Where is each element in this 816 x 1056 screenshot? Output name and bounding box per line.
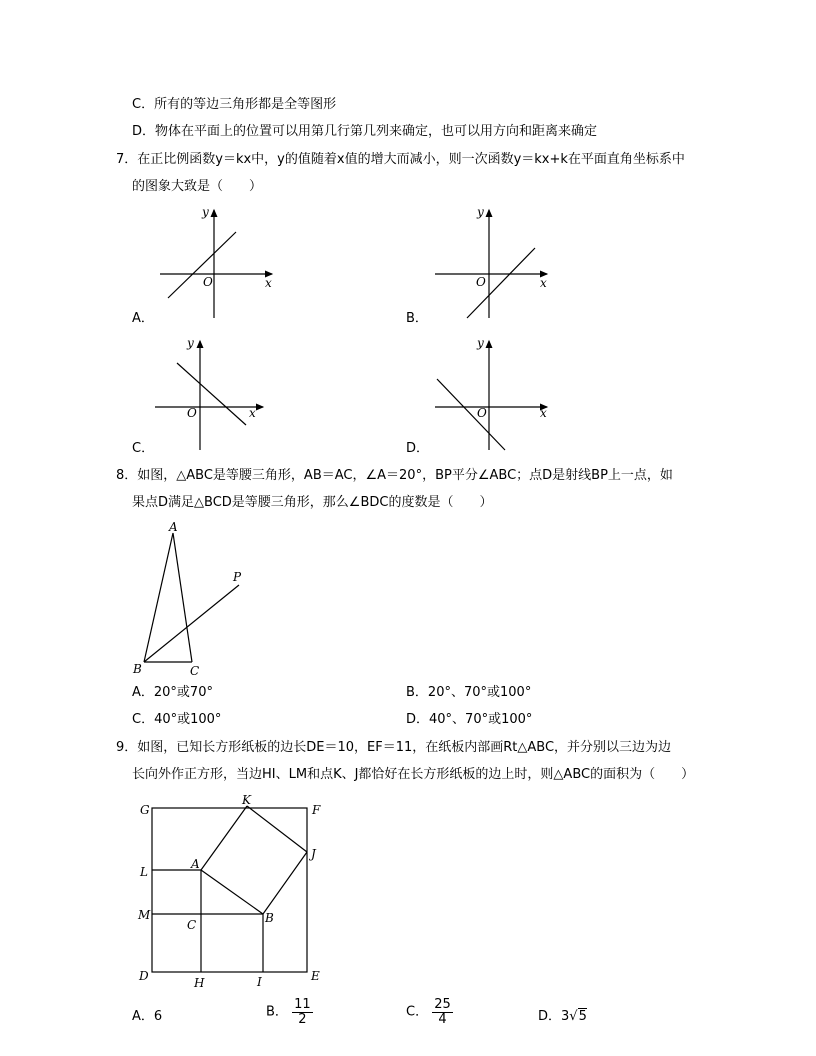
q8-option-c[interactable]: C．40°或100° — [132, 712, 222, 727]
function-line — [437, 379, 505, 450]
point-a: A — [191, 857, 200, 871]
q9-option-d-label: D． — [538, 1009, 562, 1024]
point-e: E — [311, 969, 320, 983]
q7-option-d[interactable]: D． — [406, 441, 430, 456]
q9-option-c[interactable] — [406, 998, 453, 1027]
q7-graph-b — [425, 200, 565, 325]
q9-option-a[interactable]: A．6 — [132, 1009, 163, 1024]
point-m: M — [138, 908, 151, 922]
point-k: K — [242, 793, 251, 807]
q7-stem-line1: 7．在正比例函数y＝kx中，y的值随着x值的增大而减小，则一次函数y＝kx+k在平面直角坐标系中 — [116, 152, 685, 167]
fraction-numerator: 11 — [294, 997, 311, 1012]
q9-option-b[interactable] — [266, 998, 313, 1027]
q8-option-d[interactable]: D．40°、70°或100° — [406, 712, 533, 727]
q8-triangle-figure — [125, 515, 265, 685]
point-p: P — [233, 570, 242, 584]
point-a: A — [169, 520, 178, 534]
q9-option-c-label: C． — [406, 1004, 429, 1020]
q7-option-c[interactable]: C． — [132, 441, 155, 456]
x-label: x — [265, 276, 272, 290]
q8-option-b[interactable]: B．20°、70°或100° — [406, 685, 532, 700]
point-h: H — [194, 976, 205, 990]
y-label: y — [202, 205, 209, 219]
x-label: x — [540, 276, 547, 290]
q6-option-c: C．所有的等边三角形都是全等图形 — [132, 97, 337, 112]
y-label: y — [477, 336, 484, 350]
fraction-denominator: 4 — [438, 1012, 447, 1027]
q8-stem-line2: 果点D满足△BCD是等腰三角形，那么∠BDC的度数是（ ） — [132, 495, 493, 510]
q9-rectangle-figure — [130, 790, 330, 1000]
q7-option-b[interactable]: B． — [406, 311, 428, 326]
q8-option-a[interactable]: A．20°或70° — [132, 685, 213, 700]
q9-option-d[interactable] — [538, 1008, 587, 1026]
q7-graph-a — [150, 200, 290, 325]
q9-option-b-fraction — [292, 998, 313, 1027]
y-label: y — [187, 336, 194, 350]
origin-label: O — [476, 275, 486, 289]
origin-label: O — [477, 406, 487, 420]
x-label: x — [249, 406, 256, 420]
origin-label: O — [187, 406, 197, 420]
q7-option-a[interactable]: A． — [132, 311, 154, 326]
fraction-denominator: 2 — [298, 1012, 307, 1027]
function-line — [168, 232, 236, 298]
x-label: x — [540, 406, 547, 420]
point-l: L — [140, 865, 148, 879]
q7-graph-d — [425, 335, 565, 460]
q9-stem-line2: 长向外作正方形，当边HI、LM和点K、J都恰好在长方形纸板的边上时，则△ABC的面积为（ ） — [132, 767, 695, 782]
q7-stem-line2: 的图象大致是（ ） — [132, 179, 263, 194]
origin-label: O — [203, 275, 213, 289]
q9-option-d-radicand: 5 — [578, 1009, 587, 1024]
point-c: C — [190, 664, 200, 678]
point-g: G — [140, 803, 150, 817]
q9-stem-line1: 9．如图，已知长方形纸板的边长DE＝10，EF＝11，在纸板内部画Rt△ABC，并分别以三边为边 — [116, 740, 672, 755]
point-c: C — [187, 918, 197, 932]
point-i: I — [257, 975, 262, 989]
q9-option-d-coefficient: 3 — [561, 1009, 570, 1024]
y-label: y — [477, 205, 484, 219]
q8-stem-line1: 8．如图，△ABC是等腰三角形，AB＝AC，∠A＝20°，BP平分∠ABC；点D是射线BP上一点，如 — [116, 468, 673, 483]
q6-option-d: D．物体在平面上的位置可以用第几行第几列来确定，也可以用方向和距离来确定 — [132, 124, 598, 139]
point-f: F — [312, 803, 321, 817]
point-b: B — [265, 911, 274, 925]
q9-option-c-fraction — [432, 998, 453, 1027]
q7-graph-c — [145, 335, 285, 460]
q9-option-b-label: B． — [266, 1004, 288, 1020]
point-j: J — [311, 847, 316, 861]
fraction-numerator: 25 — [434, 997, 451, 1012]
point-d: D — [139, 969, 149, 983]
sqrt-icon: √ — [569, 1009, 578, 1024]
point-b: B — [133, 662, 142, 676]
